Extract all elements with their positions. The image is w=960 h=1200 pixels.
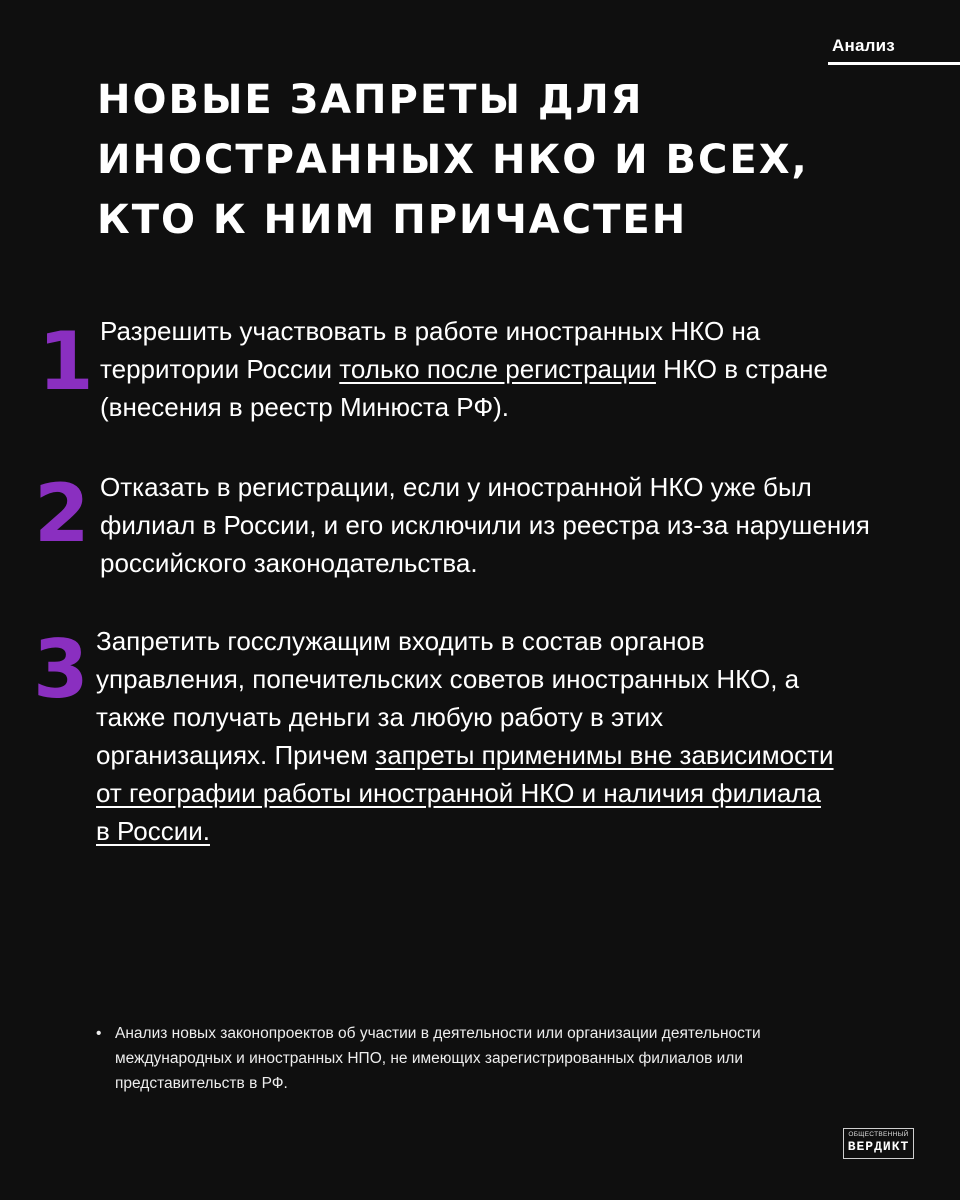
item-number: 2 <box>34 467 90 560</box>
item-number: 1 <box>38 315 94 408</box>
page-title: НОВЫЕ ЗАПРЕТЫ ДЛЯ ИНОСТРАННЫХ НКО И ВСЕХ, КТО К НИМ ПРИЧАСТЕН <box>97 77 809 243</box>
item-number: 3 <box>33 623 89 716</box>
footnote-text: Анализ новых законопроектов об участии в деятельности или организации деятельности международных и иностранных НПО, не имеющих зарегистрированных филиалов или представительств в РФ. <box>115 1025 761 1092</box>
brand-logo <box>843 1128 914 1159</box>
section-tag <box>828 36 960 65</box>
item-text-underlined: только после регистрации <box>339 354 656 384</box>
item-text-part: Разрешить участвовать в работе иностранных НКО на территории России <box>100 316 761 384</box>
item-text-part: Запретить госслужащим входить в состав органов управления, попечительских советов иностранных НКО, а также получать деньги за любую работу в этих организациях. Причем <box>96 626 800 770</box>
logo-line-1: ОБЩЕСТВЕННЫЙ <box>848 1131 909 1138</box>
item-text-underlined: запреты применимы вне зависимости от географии работы иностранной НКО и наличия филиала в России. <box>96 740 834 846</box>
item-text-part: НКО в стране (внесения в реестр Минюста РФ). <box>100 354 828 422</box>
section-tag-label: Анализ <box>832 36 895 55</box>
item-text-part: Отказать в регистрации, если у иностранной НКО уже был филиал в России, и его исключили из реестра из-за нарушения российского законодательства. <box>100 472 870 578</box>
item-text <box>100 468 890 582</box>
item-text <box>96 622 836 850</box>
bullet-icon: • <box>96 1025 102 1042</box>
item-text <box>100 312 860 426</box>
logo-line-2: ВЕРДИКТ <box>847 1139 910 1154</box>
